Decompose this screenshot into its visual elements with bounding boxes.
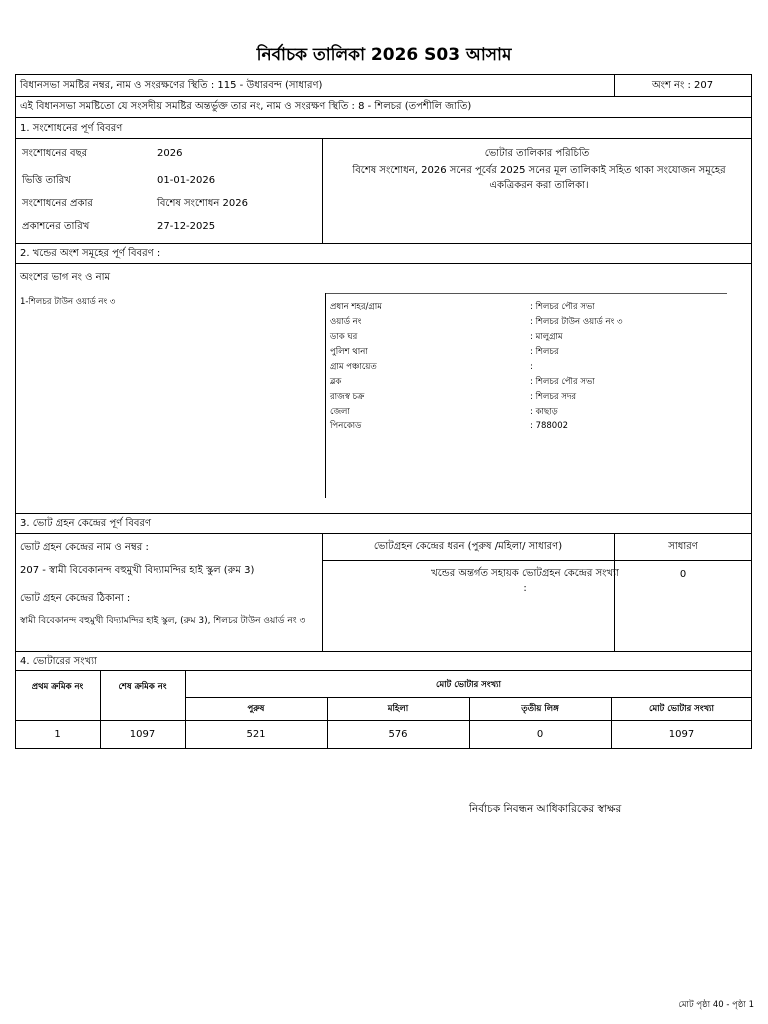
section1-heading: 1. সংশোধনের পূর্ণ বিবরণ — [20, 123, 123, 134]
detail-value-panchayat: : — [530, 362, 533, 372]
value-first-serial: 1 — [54, 729, 61, 740]
aux-stations-value: 0 — [679, 569, 687, 580]
divider — [15, 720, 752, 721]
base-date-value: 01-01-2026 — [157, 175, 216, 186]
station-type-value: সাধারণ — [668, 541, 698, 552]
detail-value-revenue: : শিলচর সদর — [530, 392, 577, 402]
publication-date-value: 27-12-2025 — [157, 221, 216, 232]
value-total: 1097 — [668, 729, 695, 740]
detail-label-police: পুলিশ থানা — [330, 347, 368, 357]
address-value: স্বামী বিবেকানন্দ বহুমুখী বিদ্যামন্দির হাই স্কুল, (রুম 3), শিলচর টাউন ওয়ার্ড নং ৩ — [20, 616, 306, 626]
divider — [15, 533, 752, 534]
detail-value-pincode: : 788002 — [530, 421, 569, 431]
address-label: ভোট গ্রহন কেন্দ্রের ঠিকানা : — [20, 593, 131, 604]
revision-type-label: সংশোধনের প্রকার — [22, 198, 93, 209]
value-male: 521 — [246, 729, 266, 740]
roll-intro-text: বিশেষ সংশোধন, 2026 সনের পূর্বের 2025 সনের মূল তালিকাই সহিত থাকা সংযোজন সমূহের একত্রিকরন করা তালিকা। — [352, 165, 726, 191]
document-title: নির্বাচক তালিকা 2026 S03 আসাম — [256, 45, 512, 65]
col-male: পুরুষ — [247, 704, 265, 714]
detail-label-pincode: পিনকোড — [330, 421, 362, 431]
divider — [15, 96, 752, 97]
detail-value-town: : শিলচর পৌর সভা — [530, 302, 595, 312]
divider — [614, 74, 615, 96]
divider — [15, 138, 752, 139]
revision-year-label: সংশোধনের বছর — [22, 148, 88, 159]
roll-intro-title: ভোটার তালিকার পরিচিতি — [484, 148, 590, 159]
station-type-label: ভোটগ্রহন কেন্দ্রের ধরন (পুরুষ /মহিলা/ সাধারণ) — [373, 541, 563, 552]
detail-value-block: : শিলচর পৌর সভা — [530, 377, 595, 387]
revision-type-value: বিশেষ সংশোধন 2026 — [157, 198, 249, 209]
divider — [15, 263, 752, 264]
detail-value-police: : শিলচর — [530, 347, 559, 357]
detail-label-ward: ওয়ার্ড নং — [330, 317, 362, 327]
station-label: ভোট গ্রহন কেন্দ্রের নাম ও নম্বর : — [20, 542, 149, 553]
col-last-serial: শেষ ক্রমিক নং — [118, 682, 167, 692]
detail-label-panchayat: গ্রাম পঞ্চায়েত — [330, 362, 377, 372]
detail-value-district: : কাছাড় — [530, 407, 558, 417]
col-female: মহিলা — [387, 704, 409, 714]
detail-value-ward: : শিলচর টাউন ওয়ার্ড নং ৩ — [530, 317, 623, 327]
assembly-line: বিধানসভা সমষ্টির নম্বর, নাম ও সংরক্ষণের স্থিতি : 115 - উধারবন্দ (সাধারণ) — [20, 80, 323, 91]
page-info: মোট পৃষ্ঠা 40 - পৃষ্ঠা 1 — [678, 1000, 754, 1010]
divider — [15, 117, 752, 118]
detail-label-district: জেলা — [330, 407, 350, 417]
details-left-rule — [325, 293, 326, 498]
section4-heading: 4. ভোটারের সংখ্যা — [20, 656, 97, 667]
details-top-rule — [325, 293, 727, 294]
part-subheading: অংশের ভাগ নং ও নাম — [20, 272, 111, 283]
section3-heading: 3. ভোট গ্রহন কেন্দ্রের পূর্ণ বিবরণ — [20, 518, 152, 529]
detail-label-post-office: ডাক ঘর — [330, 332, 358, 342]
col-total: মোট ভোটার সংখ্যা — [649, 704, 714, 714]
revision-year-value: 2026 — [157, 148, 183, 159]
aux-stations-label: খন্ডের অন্তর্গত সহায়ক ভোটগ্রহন কেন্দ্রের সংখ্যা : — [431, 568, 619, 594]
value-last-serial: 1097 — [129, 729, 156, 740]
divider — [15, 651, 752, 652]
value-female: 576 — [388, 729, 408, 740]
divider — [15, 670, 752, 671]
detail-value-post-office: : মালুগ্রাম — [530, 332, 563, 342]
publication-date-label: প্রকাশনের তারিখ — [22, 221, 90, 232]
detail-label-revenue: রাজস্ব চক্র — [330, 392, 365, 402]
divider — [15, 243, 752, 244]
part-item: 1-শিলচর টাউন ওয়ার্ড নং ৩ — [20, 297, 116, 307]
col-third-gender: তৃতীয় লিঙ্গ — [521, 704, 559, 714]
col-total-group: মোট ভোটার সংখ্যা — [436, 680, 501, 690]
divider — [322, 560, 752, 561]
value-third-gender: 0 — [536, 729, 544, 740]
base-date-label: ভিত্তি তারিখ — [22, 175, 71, 186]
col-first-serial: প্রথম ক্রমিক নং — [31, 682, 84, 692]
detail-label-block: ব্লক — [330, 377, 342, 387]
parliament-line: এই বিধানসভা সমষ্টিতো যে সংসদীয় সমষ্টির অন্তর্ভুক্ত তার নং, নাম ও সংরক্ষণ স্থিতি : 8 - শিলচর (তপশীলি জাতি) — [20, 101, 472, 112]
part-number: অংশ নং : 207 — [652, 80, 714, 91]
divider — [15, 513, 752, 514]
detail-label-town: প্রধান শহর/গ্রাম — [330, 302, 382, 312]
officer-signature-label: নির্বাচক নিবন্ধন আধিকারিকের স্বাক্ষর — [469, 803, 622, 815]
section2-heading: 2. খন্ডের অংশ সমূহের পূর্ণ বিবরণ : — [20, 248, 161, 259]
station-value: 207 - স্বামী বিবেকানন্দ বহুমুখী বিদ্যামন্দির হাই স্কুল (রুম 3) — [20, 565, 255, 576]
